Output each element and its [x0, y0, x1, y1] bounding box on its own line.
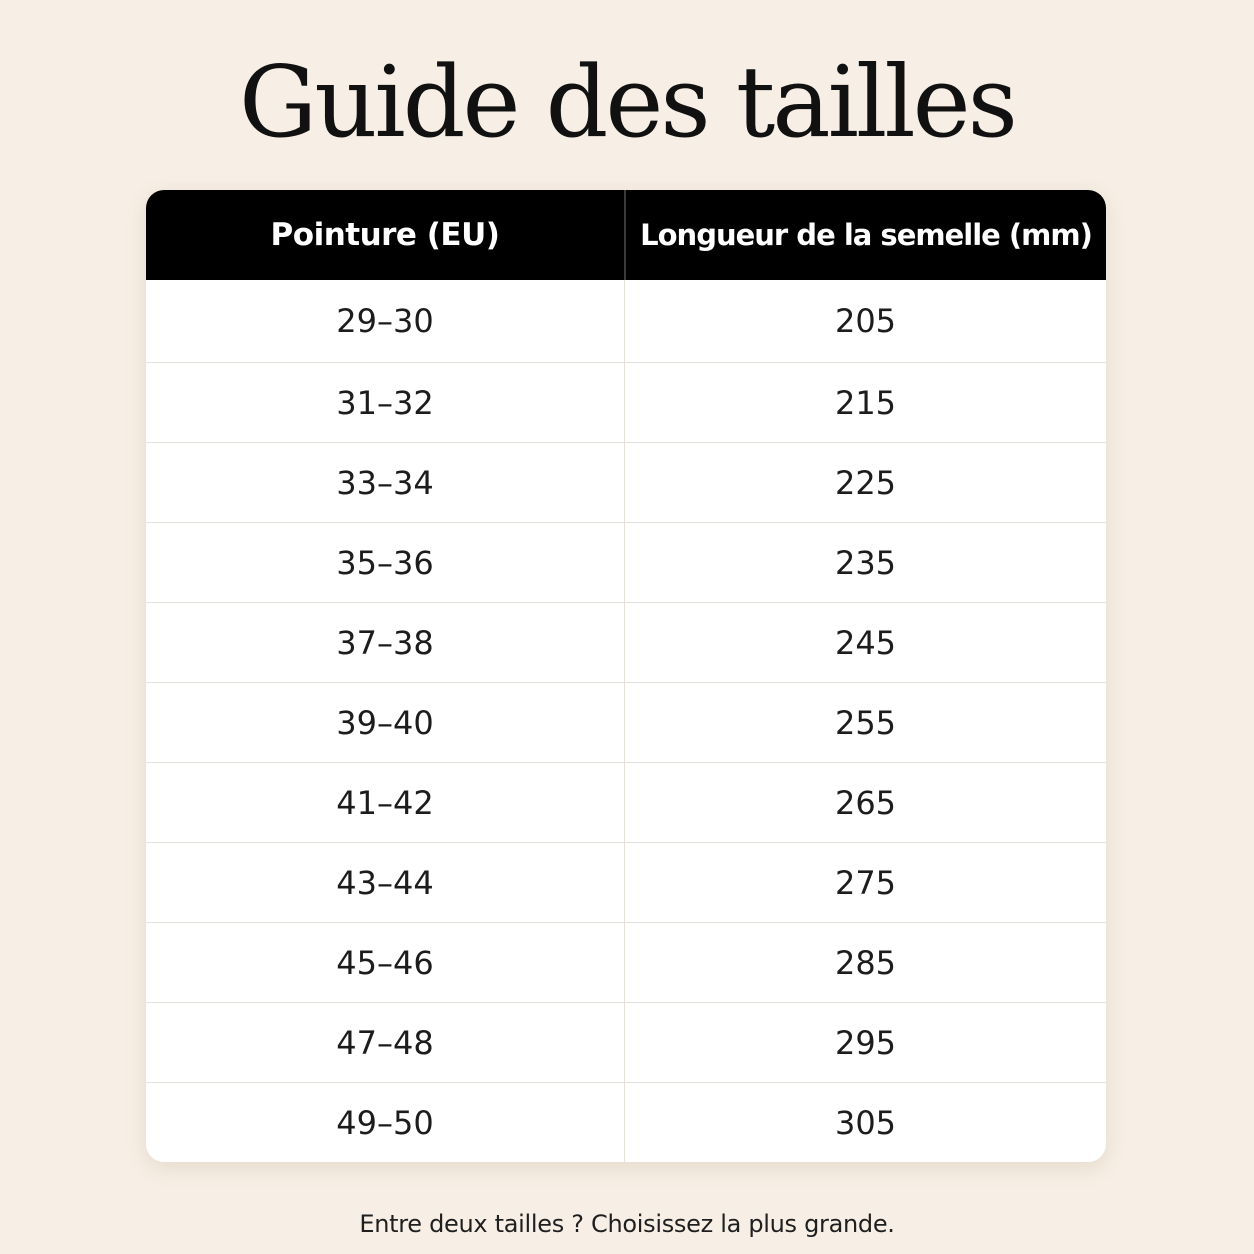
table-body: [146, 280, 1106, 1162]
table-row: [146, 442, 1106, 522]
cell-sole-length: 205: [834, 302, 897, 340]
table-row: [146, 280, 1106, 362]
footnote: Entre deux tailles ? Choisissez la plus grande.: [359, 1210, 895, 1238]
cell-sole-length: 265: [834, 783, 897, 822]
table-header: [146, 190, 1106, 280]
size-table: [146, 190, 1106, 1162]
column-header-shoe-size: Pointure (EU): [146, 190, 626, 280]
table-row: [146, 362, 1106, 442]
cell-sole-length: 285: [834, 943, 897, 982]
table-row: [146, 602, 1106, 682]
cell-sole-length: 295: [834, 1023, 897, 1062]
column-header-sole-length: Longueur de la semelle (mm): [640, 218, 1092, 252]
cell-shoe-size: 45–46: [146, 923, 625, 1002]
cell-shoe-size: 47–48: [146, 1003, 625, 1082]
cell-shoe-size: 37–38: [146, 603, 625, 682]
cell-shoe-size: 35–36: [146, 523, 625, 602]
table-row: [146, 922, 1106, 1002]
table-row: [146, 1002, 1106, 1082]
cell-shoe-size: 29–30: [146, 280, 625, 362]
cell-sole-length: 255: [834, 703, 897, 742]
page-title: Guide des tailles: [239, 46, 1015, 160]
cell-shoe-size: 41–42: [146, 763, 625, 842]
cell-shoe-size: 31–32: [146, 363, 625, 442]
cell-shoe-size: 49–50: [146, 1083, 625, 1162]
table-row: [146, 522, 1106, 602]
cell-sole-length: 215: [834, 383, 897, 422]
cell-shoe-size: 43–44: [146, 843, 625, 922]
table-row: [146, 762, 1106, 842]
cell-sole-length: 235: [834, 543, 897, 582]
cell-shoe-size: 39–40: [146, 683, 625, 762]
table-row: [146, 842, 1106, 922]
table-row: [146, 1082, 1106, 1162]
cell-sole-length: 305: [834, 1103, 897, 1142]
cell-sole-length: 275: [834, 863, 897, 902]
table-row: [146, 682, 1106, 762]
cell-sole-length: 245: [834, 623, 897, 662]
cell-sole-length: 225: [834, 463, 897, 502]
cell-shoe-size: 33–34: [146, 443, 625, 522]
